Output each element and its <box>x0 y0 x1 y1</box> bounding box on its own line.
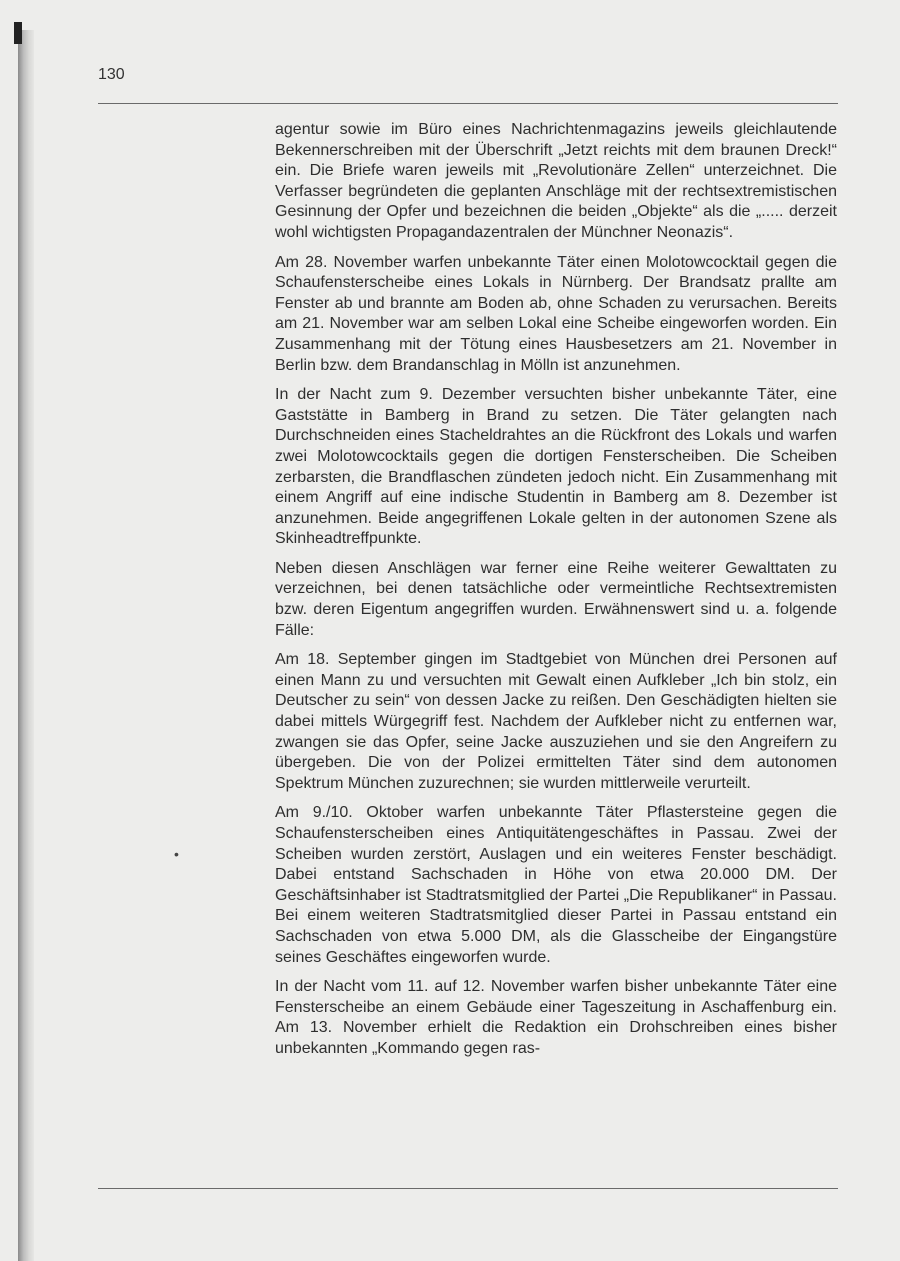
body-text <box>275 120 837 1069</box>
page-number: 130 <box>98 66 125 83</box>
paragraph: Am 28. November warfen unbekannte Täter einen Molotowcocktail gegen die Schaufensterscheibe eines Lokals in Nürnberg. Der Brandsatz prallte am Fenster ab und brannte am Boden ab, ohne Schaden zu verursachen. Bereits am 21. November war am selben Lokal eine Scheibe eingeworfen worden. Ein Zusammenhang mit der Tötung eines Hausbesetzers am 21. November in Berlin bzw. dem Brandanschlag in Mölln ist anzunehmen. <box>275 253 837 374</box>
paragraph: Am 18. September gingen im Stadtgebiet von München drei Personen auf einen Mann zu und versuchten mit Gewalt einen Aufkleber „Ich bin stolz, ein Deutscher zu sein“ von dessen Jacke zu reißen. Den Geschädigten hielten sie dabei mittels Würgegriff fest. Nachdem der Aufkleber nicht zu entfernen war, zwangen sie das Opfer, seine Jacke auszuziehen und sie den Angreifern zu übergeben. Die von der Polizei ermittelten Täter sind dem autonomen Spektrum München zuzurechnen; sie wurden mittlerweile verurteilt. <box>275 651 837 792</box>
footer-rule <box>98 1188 838 1189</box>
paragraph: In der Nacht zum 9. Dezember versuchten bisher unbekannte Täter, eine Gaststätte in Bamberg in Brand zu setzen. Die Täter gelangten nach Durchschneiden eines Stacheldrahtes an die Rückfront des Lokals und warfen zwei Molotowcocktails gegen die dortigen Fensterscheiben. Die Scheiben zerbarsten, die Brandflaschen zündeten jedoch nicht. Ein Zusammenhang mit einem Angriff auf eine indische Studentin in Bamberg am 8. Dezember ist anzunehmen. Beide angegriffenen Lokale gelten in der autonomen Szene als Skinheadtreffpunkte. <box>275 386 837 548</box>
header-rule <box>98 103 838 104</box>
binding-shadow <box>18 30 34 1261</box>
paragraph: Neben diesen Anschlägen war ferner eine Reihe weiterer Gewalttaten zu verzeichnen, bei denen tatsächliche oder vermeintliche Rechtsextremisten bzw. deren Eigentum angegriffen wurden. Erwähnenswert sind u. a. folgende Fälle: <box>275 559 837 639</box>
margin-mark: • <box>174 846 179 862</box>
paragraph: In der Nacht vom 11. auf 12. November warfen bisher unbekannte Täter eine Fensterscheibe an einem Gebäude einer Tageszeitung in Aschaffenburg ein. Am 13. November erhielt die Redaktion ein Drohschreiben eines bisher unbekannten „Kommando gegen ras- <box>275 978 837 1057</box>
binding-edge-mark <box>14 22 22 44</box>
paragraph: agentur sowie im Büro eines Nachrichtenmagazins jeweils gleichlautende Bekennerschreiben mit der Überschrift „Jetzt reichts mit dem braunen Dreck!“ ein. Die Briefe waren jeweils mit „Revolutionäre Zellen“ unterzeichnet. Die Verfasser begründeten die geplanten Anschläge mit der rechtsextremistischen Gesinnung der Opfer und bezeichnen die beiden „Objekte“ als die „..... derzeit wohl wichtigsten Propagandazentralen der Münchner Neonazis“. <box>275 121 837 241</box>
paragraph: Am 9./10. Oktober warfen unbekannte Täter Pflastersteine gegen die Schaufensterscheiben eines Antiquitätengeschäftes in Passau. Zwei der Scheiben wurden zerstört, Auslagen und ein weiteres Fenster beschädigt. Dabei entstand Sachschaden in Höhe von etwa 20.000 DM. Der Geschäftsinhaber ist Stadtratsmitglied der Partei „Die Republikaner“ in Passau. Bei einem weiteren Stadtratsmitglied dieser Partei in Passau entstand ein Sachschaden von etwa 5.000 DM, als die Glasscheibe der Eingangstüre seines Geschäftes eingeworfen wurde. <box>275 804 837 966</box>
